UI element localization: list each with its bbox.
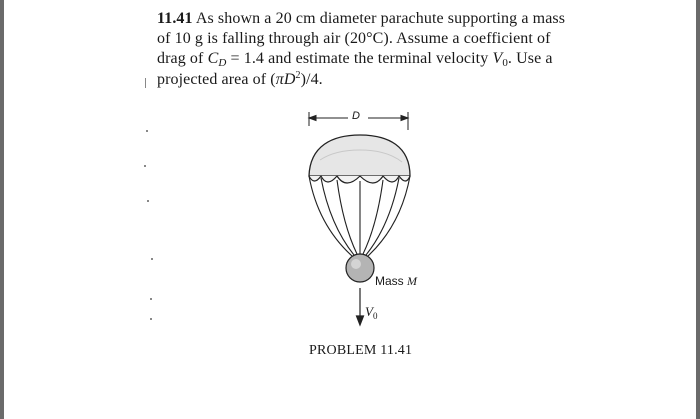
line4-text-b: )/4.: [300, 71, 323, 88]
line3-text-c: . Use a: [507, 50, 553, 67]
area-formula-exponent: 2: [295, 70, 301, 81]
velocity-symbol-text: V: [492, 50, 503, 67]
line3-text-a: drag of: [157, 50, 208, 67]
velocity-subscript-text: 0: [502, 57, 508, 69]
drag-coefficient-subscript: D: [218, 57, 227, 69]
area-formula-symbol: πD: [275, 71, 296, 88]
suspension-lines: [309, 176, 410, 256]
problem-line-1-text: As shown a 20 cm diameter parachute supporting a mass: [195, 10, 566, 27]
diameter-label: D: [352, 110, 360, 122]
velocity-symbol: V: [365, 304, 373, 319]
velocity-subscript: 0: [372, 311, 378, 321]
velocity-label: [365, 304, 377, 320]
figure-caption: PROBLEM 11.41: [309, 343, 413, 358]
velocity-arrow: [357, 288, 364, 325]
mass-symbol: M: [407, 274, 418, 288]
line3-text-b: = 1.4 and estimate the terminal velocity: [226, 50, 493, 67]
problem-number: 11.41: [157, 10, 193, 27]
problem-line-2: of 10 g is falling through air (20°C). Assume a coefficient of: [157, 30, 551, 47]
line4-text-a: projected area of (: [157, 71, 276, 88]
parachute-canopy: [309, 135, 410, 183]
mass-label-text: Mass: [375, 274, 408, 288]
mass-sphere: [346, 254, 374, 282]
drag-coefficient-symbol: C: [207, 50, 219, 67]
mass-label: [375, 274, 417, 289]
